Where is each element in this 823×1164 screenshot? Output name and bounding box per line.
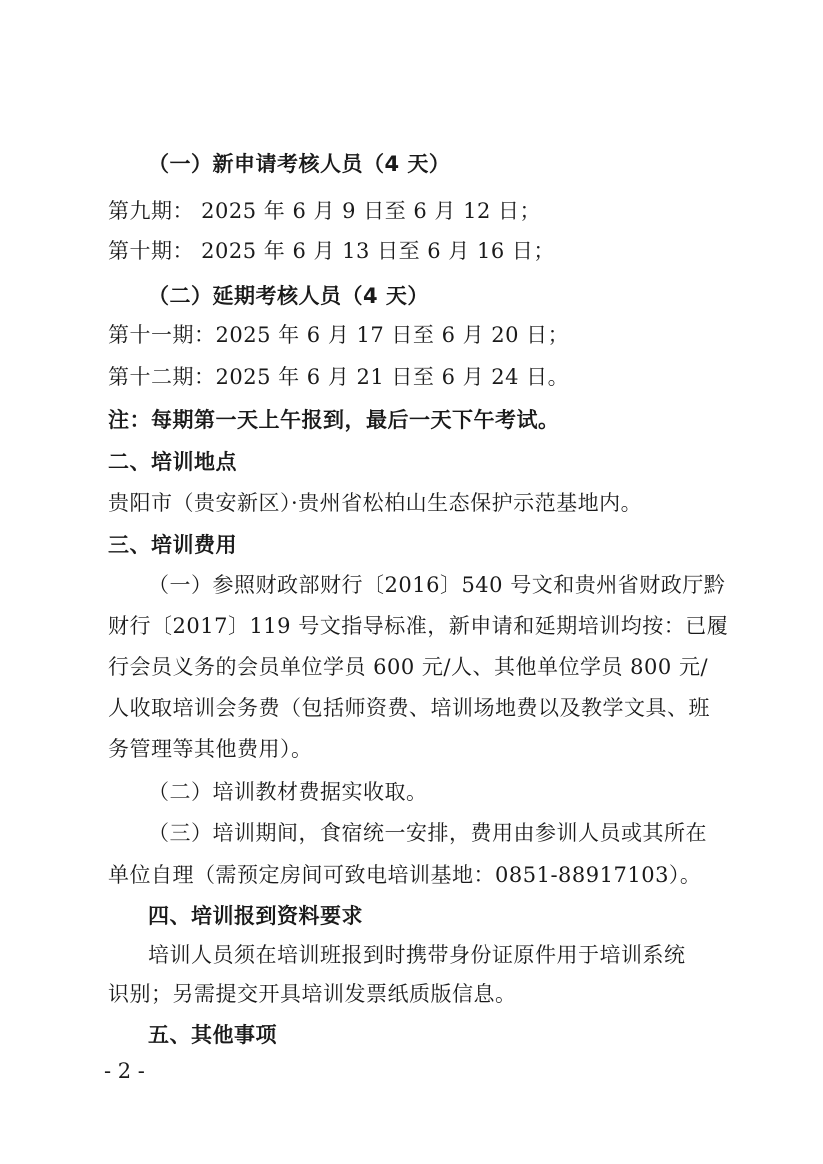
heading-location: 二、培训地点	[108, 450, 237, 474]
heading-other-matters: 五、其他事项	[148, 1023, 277, 1047]
note: 注：每期第一天上午报到，最后一天下午考试。	[108, 408, 560, 432]
period-12: 第十二期：2025 年 6 月 21 日至 6 月 24 日。	[108, 365, 570, 389]
fees-item1-line3: 行会员义务的会员单位学员 600 元/人、其他单位学员 800 元/	[108, 655, 709, 679]
page-number: - 2 -	[104, 1059, 145, 1083]
period-10: 第十期： 2025 年 6 月 13 日至 6 月 16 日；	[108, 239, 555, 263]
fees-item1-line5: 务管理等其他费用）。	[108, 737, 313, 761]
heading-fees: 三、培训费用	[108, 533, 237, 557]
fees-item1-line4: 人收取培训会务费（包括师资费、培训场地费以及教学文具、班	[108, 696, 710, 720]
registration-text-line2: 识别；另需提交开具培训发票纸质版信息。	[108, 982, 517, 1006]
fees-item3-line2: 单位自理（需预定房间可致电培训基地：0851-88917103）。	[108, 863, 702, 887]
subheading-extension: （二）延期考核人员（4 天）	[148, 284, 429, 308]
period-11: 第十一期：2025 年 6 月 17 日至 6 月 20 日；	[108, 323, 570, 347]
subheading-new-applicants: （一）新申请考核人员（4 天）	[148, 152, 451, 176]
location-text: 贵阳市（贵安新区）·贵州省松柏山生态保护示范基地内。	[108, 491, 643, 515]
fees-item2: （二）培训教材费据实收取。	[148, 780, 428, 804]
fees-item1-line1: （一）参照财政部财行〔2016〕540 号文和贵州省财政厅黔	[148, 573, 726, 597]
fees-item3-line1: （三）培训期间，食宿统一安排，费用由参训人员或其所在	[148, 821, 707, 845]
period-9: 第九期： 2025 年 6 月 9 日至 6 月 12 日；	[108, 199, 541, 223]
registration-text-line1: 培训人员须在培训班报到时携带身份证原件用于培训系统	[148, 943, 686, 967]
heading-registration-materials: 四、培训报到资料要求	[148, 904, 363, 928]
fees-item1-line2: 财行〔2017〕119 号文指导标准，新申请和延期培训均按：已履	[108, 614, 729, 638]
